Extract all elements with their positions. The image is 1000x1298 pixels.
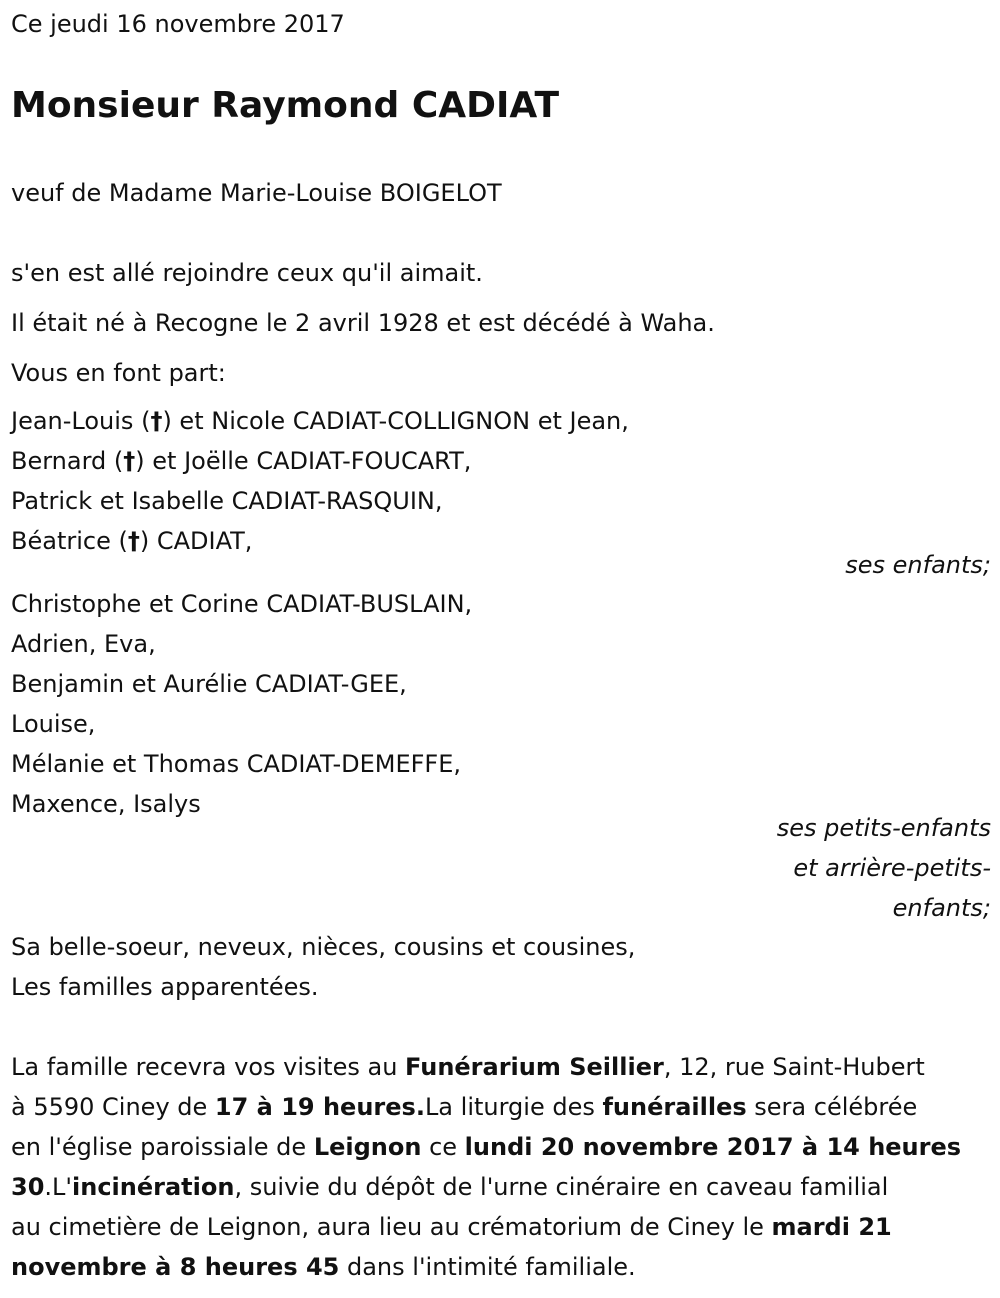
ceremony-line: à 5590 Ciney de 17 à 19 heures.La liturgie des funérailles sera célébrée — [11, 1093, 918, 1121]
cross-icon: † — [127, 527, 140, 555]
children-label: ses enfants; — [845, 551, 991, 579]
child-line: Patrick et Isabelle CADIAT-RASQUIN, — [11, 487, 443, 515]
cross-icon: † — [123, 447, 136, 475]
grandchild-line: Mélanie et Thomas CADIAT-DEMEFFE, — [11, 750, 462, 778]
intro-line: Il était né à Recogne le 2 avril 1928 et est décédé à Waha. — [11, 309, 715, 337]
grandchild-line: Christophe et Corine CADIAT-BUSLAIN, — [11, 590, 473, 618]
relatives-line: Les familles apparentées. — [11, 973, 319, 1001]
child-line: Bernard (†) et Joëlle CADIAT-FOUCART, — [11, 447, 472, 475]
grandchildren-label: ses petits-enfants — [776, 814, 991, 842]
deceased-name: Monsieur Raymond CADIAT — [11, 85, 560, 126]
date-line: Ce jeudi 16 novembre 2017 — [11, 10, 345, 38]
ceremony-line: en l'église paroissiale de Leignon ce lundi 20 novembre 2017 à 14 heures — [11, 1133, 962, 1161]
ceremony-line: au cimetière de Leignon, aura lieu au crématorium de Ciney le mardi 21 — [11, 1213, 892, 1241]
ceremony-line: novembre à 8 heures 45 dans l'intimité familiale. — [11, 1253, 636, 1281]
child-line: Jean-Louis (†) et Nicole CADIAT-COLLIGNON et Jean, — [11, 407, 629, 435]
spouse-line: veuf de Madame Marie-Louise BOIGELOT — [11, 179, 502, 207]
child-line: Béatrice (†) CADIAT, — [11, 527, 253, 555]
grandchild-line: Maxence, Isalys — [11, 790, 201, 818]
relatives-line: Sa belle-soeur, neveux, nièces, cousins et cousines, — [11, 933, 636, 961]
grandchild-line: Benjamin et Aurélie CADIAT-GEE, — [11, 670, 407, 698]
cross-icon: † — [150, 407, 163, 435]
intro-line: Vous en font part: — [11, 359, 226, 387]
grandchildren-label: enfants; — [892, 894, 991, 922]
intro-line: s'en est allé rejoindre ceux qu'il aimait. — [11, 259, 483, 287]
ceremony-line: 30.L'incinération, suivie du dépôt de l'urne cinéraire en caveau familial — [11, 1173, 889, 1201]
grandchild-line: Adrien, Eva, — [11, 630, 156, 658]
grandchild-line: Louise, — [11, 710, 96, 738]
ceremony-line: La famille recevra vos visites au Funérarium Seillier, 12, rue Saint-Hubert — [11, 1053, 925, 1081]
grandchildren-label: et arrière-petits- — [793, 854, 991, 882]
